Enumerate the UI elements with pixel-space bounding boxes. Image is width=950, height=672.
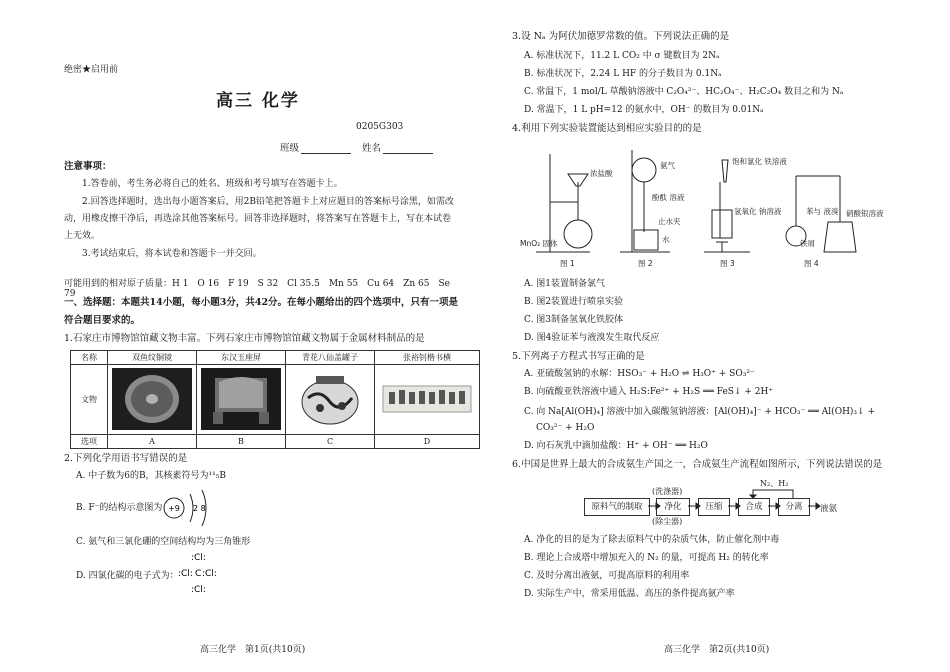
- q2-option-b: [76, 502, 162, 514]
- question-2: 2.下列化学用语书写错误的是: [64, 453, 188, 464]
- notice-item-3: 3.考试结束后，将本试卷和答题卡一并交回。: [82, 249, 262, 259]
- label-naoh: 氢氧化 钠溶液: [734, 207, 782, 216]
- flow-arrows: [640, 486, 830, 516]
- question-4: 4.利用下列实验装置能达到相应实验目的的是: [512, 123, 702, 134]
- fig-2-caption: 图 2: [638, 259, 653, 268]
- label-water: 水: [662, 235, 670, 244]
- class-name-line: [280, 140, 441, 154]
- label-phenol: 酚酞 溶液: [652, 193, 685, 202]
- label-benzene: 苯与 液溴: [806, 207, 839, 216]
- q4-option-d: D. 图4验证苯与液溴发生取代反应: [524, 333, 660, 343]
- svg-text::Cl:: :Cl:: [202, 569, 217, 579]
- name-label: 姓名: [362, 143, 382, 154]
- flow-compress: 压缩: [698, 498, 730, 516]
- q4-option-b: B. 图2装置进行喷泉实验: [524, 297, 624, 307]
- relic-name-c: 青花八仙盖罐子: [286, 351, 375, 365]
- q4-option-a: A. 图1装置制备氯气: [524, 279, 605, 289]
- electron-shells: 2 8: [193, 504, 206, 513]
- relic-name-a: 双鱼纹铜镜: [108, 351, 197, 365]
- section-heading: 一、选择题：本题共14小题，每小题3分，共42分。在每小题给出的四个选项中，只有一项是符合题目要求的。: [64, 297, 459, 326]
- q3-option-c: C. 常温下，1 mol/L 草酸钠溶液中 C₂O₄²⁻、HC₂O₄⁻、H₂C₂O₄ 数目之和为 Nₐ: [524, 87, 844, 97]
- q6-option-b: B. 理论上合成塔中增加充入的 N₂ 的量，可提高 H₂ 的转化率: [524, 553, 769, 563]
- relic-name-d: 张裕钊楷书横: [375, 351, 480, 365]
- q5-option-c-cont: CO₃²⁻ + H₂O: [536, 423, 595, 433]
- class-label: 班级: [280, 143, 300, 154]
- relic-image-a: [108, 365, 197, 435]
- label-iron: 铁屑: [800, 239, 815, 248]
- name-blank[interactable]: [383, 143, 433, 154]
- svg-text::Cl:: :Cl:: [191, 585, 206, 595]
- q5-option-c: C. 向 Na[Al(OH)₄] 溶液中加入碳酸氢钠溶液：[Al(OH)₄]⁻ + HCO₃⁻ ══ Al(OH)₃↓ +: [524, 407, 875, 417]
- fig-1-caption: 图 1: [560, 259, 575, 268]
- q6-option-c: C. 及时分离出液氨，可提高原料的利用率: [524, 571, 690, 581]
- confidential-mark: 绝密★启用前: [64, 65, 119, 75]
- svg-text::Cl:: :Cl:: [178, 569, 193, 579]
- label-agno3: 硝酸银溶液: [846, 209, 884, 218]
- table-header-name: 名称: [71, 351, 108, 365]
- question-6: 6.中国是世界上最大的合成氨生产国之一，合成氨生产流程如图所示，下列说法错误的是: [512, 459, 883, 470]
- blue-white-jar-image: [290, 368, 370, 430]
- option-a: A: [108, 435, 197, 449]
- nucleus-charge: +9: [168, 504, 180, 513]
- q2-option-b-text: B. F⁻的结构示意图为: [76, 503, 163, 513]
- experiment-figures: [520, 142, 884, 272]
- option-d: D: [375, 435, 480, 449]
- table-header-relic: 文物: [71, 365, 108, 435]
- q5-option-b: B. 向硫酸亚铁溶液中通入 H₂S:Fe²⁺ + H₂S ══ FeS↓ + 2H⁺: [524, 387, 774, 397]
- fig-4-caption: 图 4: [804, 259, 819, 268]
- ccl4-electron-formula: [176, 548, 226, 598]
- notice-item-2: 2.回答选择题时，选出每小题答案后，用2B铅笔把答题卡上对应题目的答案标号涂黑，如需改动，用橡皮擦干净后，再选涂其他答案标号。回答非选择题时，将答案写在答题卡上，写在本试卷上无效。: [64, 197, 454, 241]
- exam-title: 高三 化学: [216, 91, 300, 111]
- right-footer: 高三化学 第2页(共10页): [664, 645, 770, 655]
- q2-option-a: [76, 470, 226, 482]
- q6-option-d: D. 实际生产中，常采用低温、高压的条件提高氨产率: [524, 589, 735, 599]
- q5-option-d: D. 向石灰乳中滴加盐酸：H⁺ + OH⁻ ══ H₂O: [524, 441, 708, 451]
- question-3: 3.设 Nₐ 为阿伏加德罗常数的值。下列说法正确的是: [512, 31, 730, 42]
- q3-option-a: A. 标准状况下，11.2 L CO₂ 中 σ 键数目为 2Nₐ: [524, 51, 720, 61]
- label-fecl3: 饱和氯化 铁溶液: [732, 157, 787, 166]
- relic-image-c: [286, 365, 375, 435]
- q4-option-c: C. 图3制备氢氧化铁胶体: [524, 315, 624, 325]
- class-blank[interactable]: [301, 143, 351, 154]
- calligraphy-image: [379, 368, 475, 430]
- exam-code: 0205G303: [356, 122, 404, 132]
- q2-option-a-text: A. 中子数为6的B，其核素符号为: [76, 471, 209, 481]
- table-header-option: 选项: [71, 435, 108, 449]
- flow-purify: 净化: [656, 498, 690, 516]
- flow-synth: 合成: [738, 498, 770, 516]
- label-mno2: MnO₂ 固体: [520, 239, 558, 248]
- label-clamp: 止水夹: [658, 217, 681, 226]
- relics-table: [70, 350, 480, 449]
- q3-option-b: B. 标准状况下，2.24 L HF 的分子数目为 0.1Nₐ: [524, 69, 722, 79]
- q2-option-c: C. 氨气和三氯化硼的空间结构均为三角锥形: [76, 537, 251, 547]
- relic-name-b: 东汉玉座屏: [197, 351, 286, 365]
- flow-recycle-label: N₂、H₂: [760, 479, 789, 488]
- flow-raw-gas: 原料气的制取: [584, 498, 650, 516]
- fig-3-caption: 图 3: [720, 259, 735, 268]
- left-footer: 高三化学 第1页(共10页): [200, 645, 306, 655]
- option-b: B: [197, 435, 286, 449]
- notice-title: 注意事项：: [64, 161, 112, 172]
- svg-text:C: C: [195, 569, 202, 579]
- label-ammonia: 氨气: [660, 161, 675, 170]
- atomic-mass-line: 可能用到的相对原子质量：H 1 O 16 F 19 S 32 Cl 35.5 Mn 55 Cu 64 Zn 65 Se 79: [64, 279, 451, 299]
- flow-washer-label: (洗涤器): [652, 487, 683, 496]
- option-c: C: [286, 435, 375, 449]
- flow-product: 液氨: [820, 504, 838, 514]
- question-1: 1.石家庄市博物馆馆藏文物丰富。下列石家庄市博物馆馆藏文物属于金属材料制品的是: [64, 333, 425, 344]
- q6-option-a: A. 净化的目的是为了除去原料气中的杂质气体，防止催化剂中毒: [524, 535, 780, 545]
- boron-nuclide-symbol: ¹¹₅B: [208, 471, 226, 481]
- q2-option-d: D. 四氯化碳的电子式为：: [76, 571, 179, 581]
- relic-image-d: [375, 365, 480, 435]
- svg-text::Cl:: :Cl:: [191, 553, 206, 563]
- fluoride-structure-diagram: [160, 488, 220, 528]
- relic-image-b: [197, 365, 286, 435]
- bronze-mirror-image: [112, 368, 192, 430]
- flow-dust-label: (除尘器): [652, 517, 683, 526]
- notice-item-1: 1.答卷前，考生务必将自己的姓名、班级和考号填写在答题卡上。: [82, 179, 343, 189]
- question-5: 5.下列离子方程式书写正确的是: [512, 351, 645, 362]
- flow-separate: 分离: [778, 498, 810, 516]
- label-conc-hcl: 浓盐酸: [590, 169, 613, 178]
- q5-option-a: A. 亚硫酸氢钠的水解：HSO₃⁻ + H₂O ⇌ H₃O⁺ + SO₃²⁻: [524, 369, 755, 379]
- jade-screen-image: [201, 368, 281, 430]
- q3-option-d: D. 常温下，1 L pH=12 的氨水中，OH⁻ 的数目为 0.01Nₐ: [524, 105, 764, 115]
